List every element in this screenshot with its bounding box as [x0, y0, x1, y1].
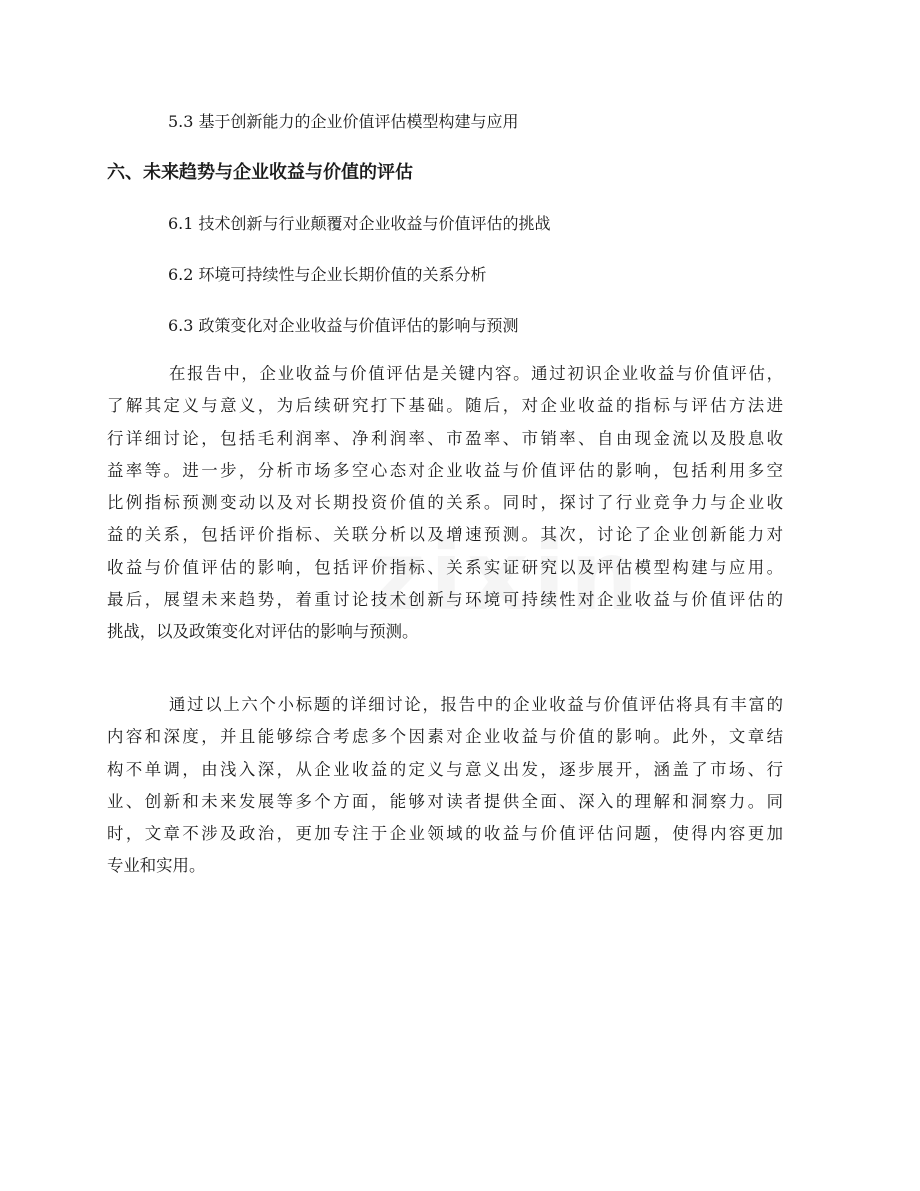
paragraph-line: 收益与价值评估的影响，包括评价指标、关系实证研究以及评估模型构建与应用。 — [107, 557, 783, 577]
paragraph-line: 益率等。进一步，分析市场多空心态对企业收益与价值评估的影响，包括利用多空 — [107, 460, 783, 480]
summary-paragraph-2 — [107, 689, 783, 883]
subsection-5-3: 5.3 基于创新能力的企业价值评估模型构建与应用 — [168, 112, 519, 131]
subsection-6-1: 6.1 技术创新与行业颠覆对企业收益与价值评估的挑战 — [168, 214, 551, 233]
section-6-heading: 六、未来趋势与企业收益与价值的评估 — [107, 162, 413, 183]
paragraph-line: 了解其定义与意义，为后续研究打下基础。随后，对企业收益的指标与评估方法进 — [107, 396, 783, 416]
summary-paragraph-1 — [107, 358, 783, 649]
subsection-6-2: 6.2 环境可持续性与企业长期价值的关系分析 — [168, 265, 487, 284]
paragraph-line: 内容和深度，并且能够综合考虑多个因素对企业收益与价值的影响。此外，文章结 — [107, 727, 783, 747]
paragraph-line: 时，文章不涉及政治，更加专注于企业领域的收益与价值评估问题，使得内容更加 — [107, 824, 783, 844]
paragraph-line: 构不单调，由浅入深，从企业收益的定义与意义出发，逐步展开，涵盖了市场、行 — [107, 759, 783, 779]
subsection-6-3: 6.3 政策变化对企业收益与价值评估的影响与预测 — [168, 316, 519, 335]
paragraph-line: 通过以上六个小标题的详细讨论，报告中的企业收益与价值评估将具有丰富的 — [169, 695, 783, 714]
paragraph-line: 益的关系，包括评价指标、关联分析以及增速预测。其次，讨论了企业创新能力对 — [107, 525, 783, 545]
paragraph-line: 专业和实用。 — [107, 856, 206, 876]
paragraph-line: 在报告中，企业收益与价值评估是关键内容。通过初识企业收益与价值评估， — [169, 364, 783, 383]
paragraph-line: 最后，展望未来趋势，着重讨论技术创新与环境可持续性对企业收益与价值评估的 — [107, 590, 783, 610]
paragraph-line: 行详细讨论，包括毛利润率、净利润率、市盈率、市销率、自由现金流以及股息收 — [107, 428, 783, 448]
paragraph-line: 挑战，以及政策变化对评估的影响与预测。 — [107, 622, 419, 642]
paragraph-line: 比例指标预测变动以及对长期投资价值的关系。同时，探讨了行业竞争力与企业收 — [107, 493, 783, 513]
paragraph-line: 业、创新和未来发展等多个方面，能够对读者提供全面、深入的理解和洞察力。同 — [107, 791, 783, 811]
